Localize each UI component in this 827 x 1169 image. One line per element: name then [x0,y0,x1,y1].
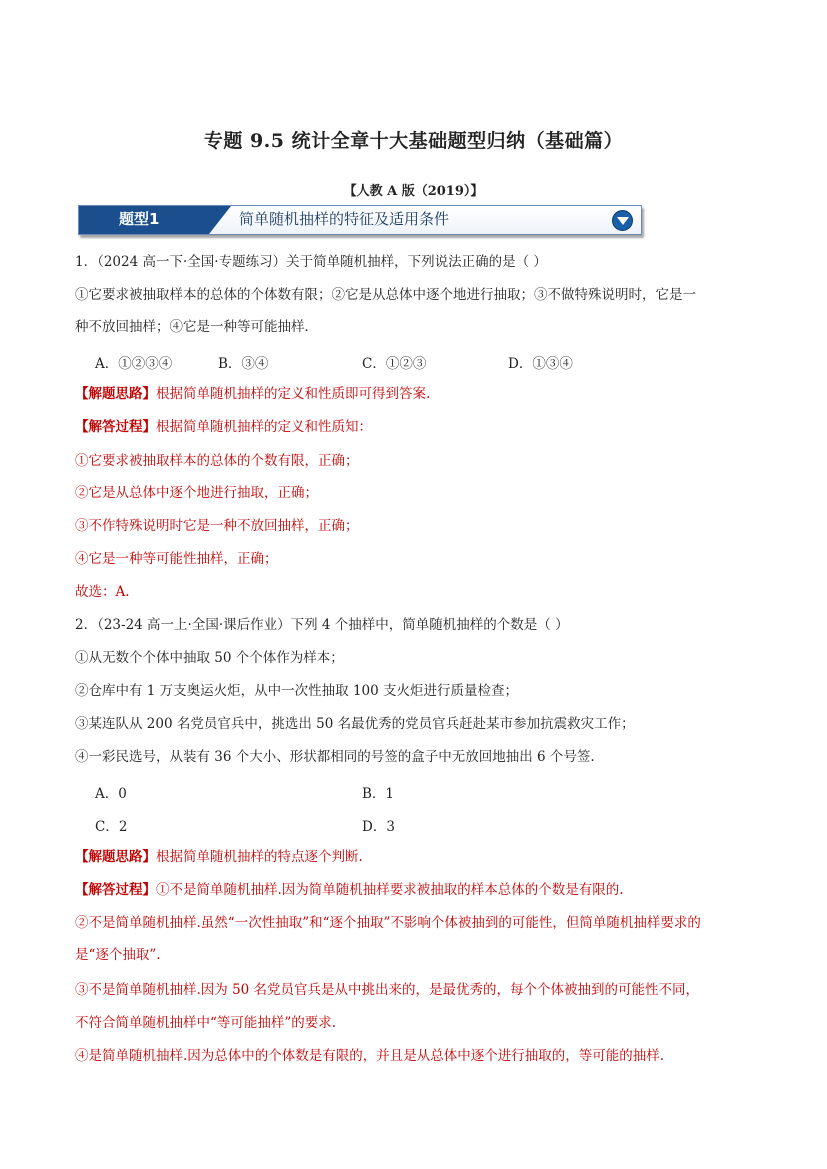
q2-stem: 2．（23-24 高一上·全国·课后作业）下列 4 个抽样中，简单随机抽样的个数是（ ） [75,617,569,633]
q2-explanation: 是“逐个抽取”. [75,947,161,963]
q1-solution-idea [75,385,430,403]
solution-idea-text: 根据简单随机抽样的特点逐个判断. [156,849,363,865]
banner-tag: 题型1 [79,206,209,234]
section-banner [78,205,642,235]
banner-title: 简单随机抽样的特征及适用条件 [239,210,450,228]
q1-option-d: D．①③④ [508,356,573,372]
q2-solution-process [75,881,624,899]
q2-explanation: 不符合简单随机抽样中“等可能抽样”的要求. [75,1015,337,1031]
solution-process-label: 【解答过程】 [75,882,156,898]
solution-process-label: 【解答过程】 [75,419,156,435]
solution-idea-label: 【解题思路】 [75,849,156,865]
q2-option-a: A．0 [95,786,127,802]
q2-option-c: C．2 [95,819,128,835]
q1-solution-process [75,418,372,436]
q1-step: ③不作特殊说明时它是一种不放回抽样，正确； [75,518,359,534]
q1-step: ①它要求被抽取样本的总体的个数有限，正确； [75,453,359,469]
q2-item: ③某连队从 200 名党员官兵中，挑选出 50 名最优秀的党员官兵赶赴某市参加抗震救灾工作； [75,716,635,732]
q2-solution-idea [75,848,363,866]
q2-explanation: ②不是简单随机抽样.虽然“一次性抽取”和“逐个抽取”不影响个体被抽到的可能性，但简单随机抽样要求的 [75,915,701,931]
solution-process-text: 根据简单随机抽样的定义和性质知： [156,419,372,435]
edition-subtitle: 【人教 A 版（2019）】 [343,184,484,199]
q1-option-b: B．③④ [218,356,269,372]
solution-idea-label: 【解题思路】 [75,386,156,402]
solution-idea-text: 根据简单随机抽样的定义和性质即可得到答案. [156,386,431,402]
page-title: 专题 9.5 统计全章十大基础题型归纳（基础篇） [203,130,624,152]
q2-item: ④一彩民选号，从装有 36 个大小、形状都相同的号签的盒子中无放回地抽出 6 个号签. [75,749,595,765]
q2-option-b: B．1 [362,786,395,802]
banner-slant-decoration [209,206,231,234]
q1-step: ②它是从总体中逐个地进行抽取，正确； [75,485,318,501]
q1-stem: 1．（2024 高一下·全国·专题练习）关于简单随机抽样，下列说法正确的是（ ） [75,254,547,270]
q2-option-d: D．3 [362,819,395,835]
q2-item: ②仓库中有 1 万支奥运火炬，从中一次性抽取 100 支火炬进行质量检查； [75,683,519,699]
q1-step: ④它是一种等可能性抽样，正确； [75,551,278,567]
solution-process-text: ①不是简单随机抽样.因为简单随机抽样要求被抽取的样本总体的个数是有限的. [156,882,624,898]
q1-line: ①它要求被抽取样本的总体的个体数有限；②它是从总体中逐个地进行抽取；③不做特殊说明时，它是一 [75,287,696,303]
q1-option-a: A．①②③④ [95,356,173,372]
q1-line: 种不放回抽样；④它是一种等可能抽样． [75,319,318,335]
q2-explanation: ③不是简单随机抽样.因为 50 名党员官兵是从中挑出来的，是最优秀的，每个个体被抽到的可能性不同， [75,982,700,998]
q2-explanation: ④是简单随机抽样.因为总体中的个体数是有限的，并且是从总体中逐个进行抽取的，等可能的抽样. [75,1048,665,1064]
q2-item: ①从无数个个体中抽取 50 个个体作为样本； [75,650,344,666]
chevron-down-icon[interactable] [612,210,633,231]
q1-answer: 故选：A. [75,584,130,600]
q1-option-c: C．①②③ [362,356,427,372]
